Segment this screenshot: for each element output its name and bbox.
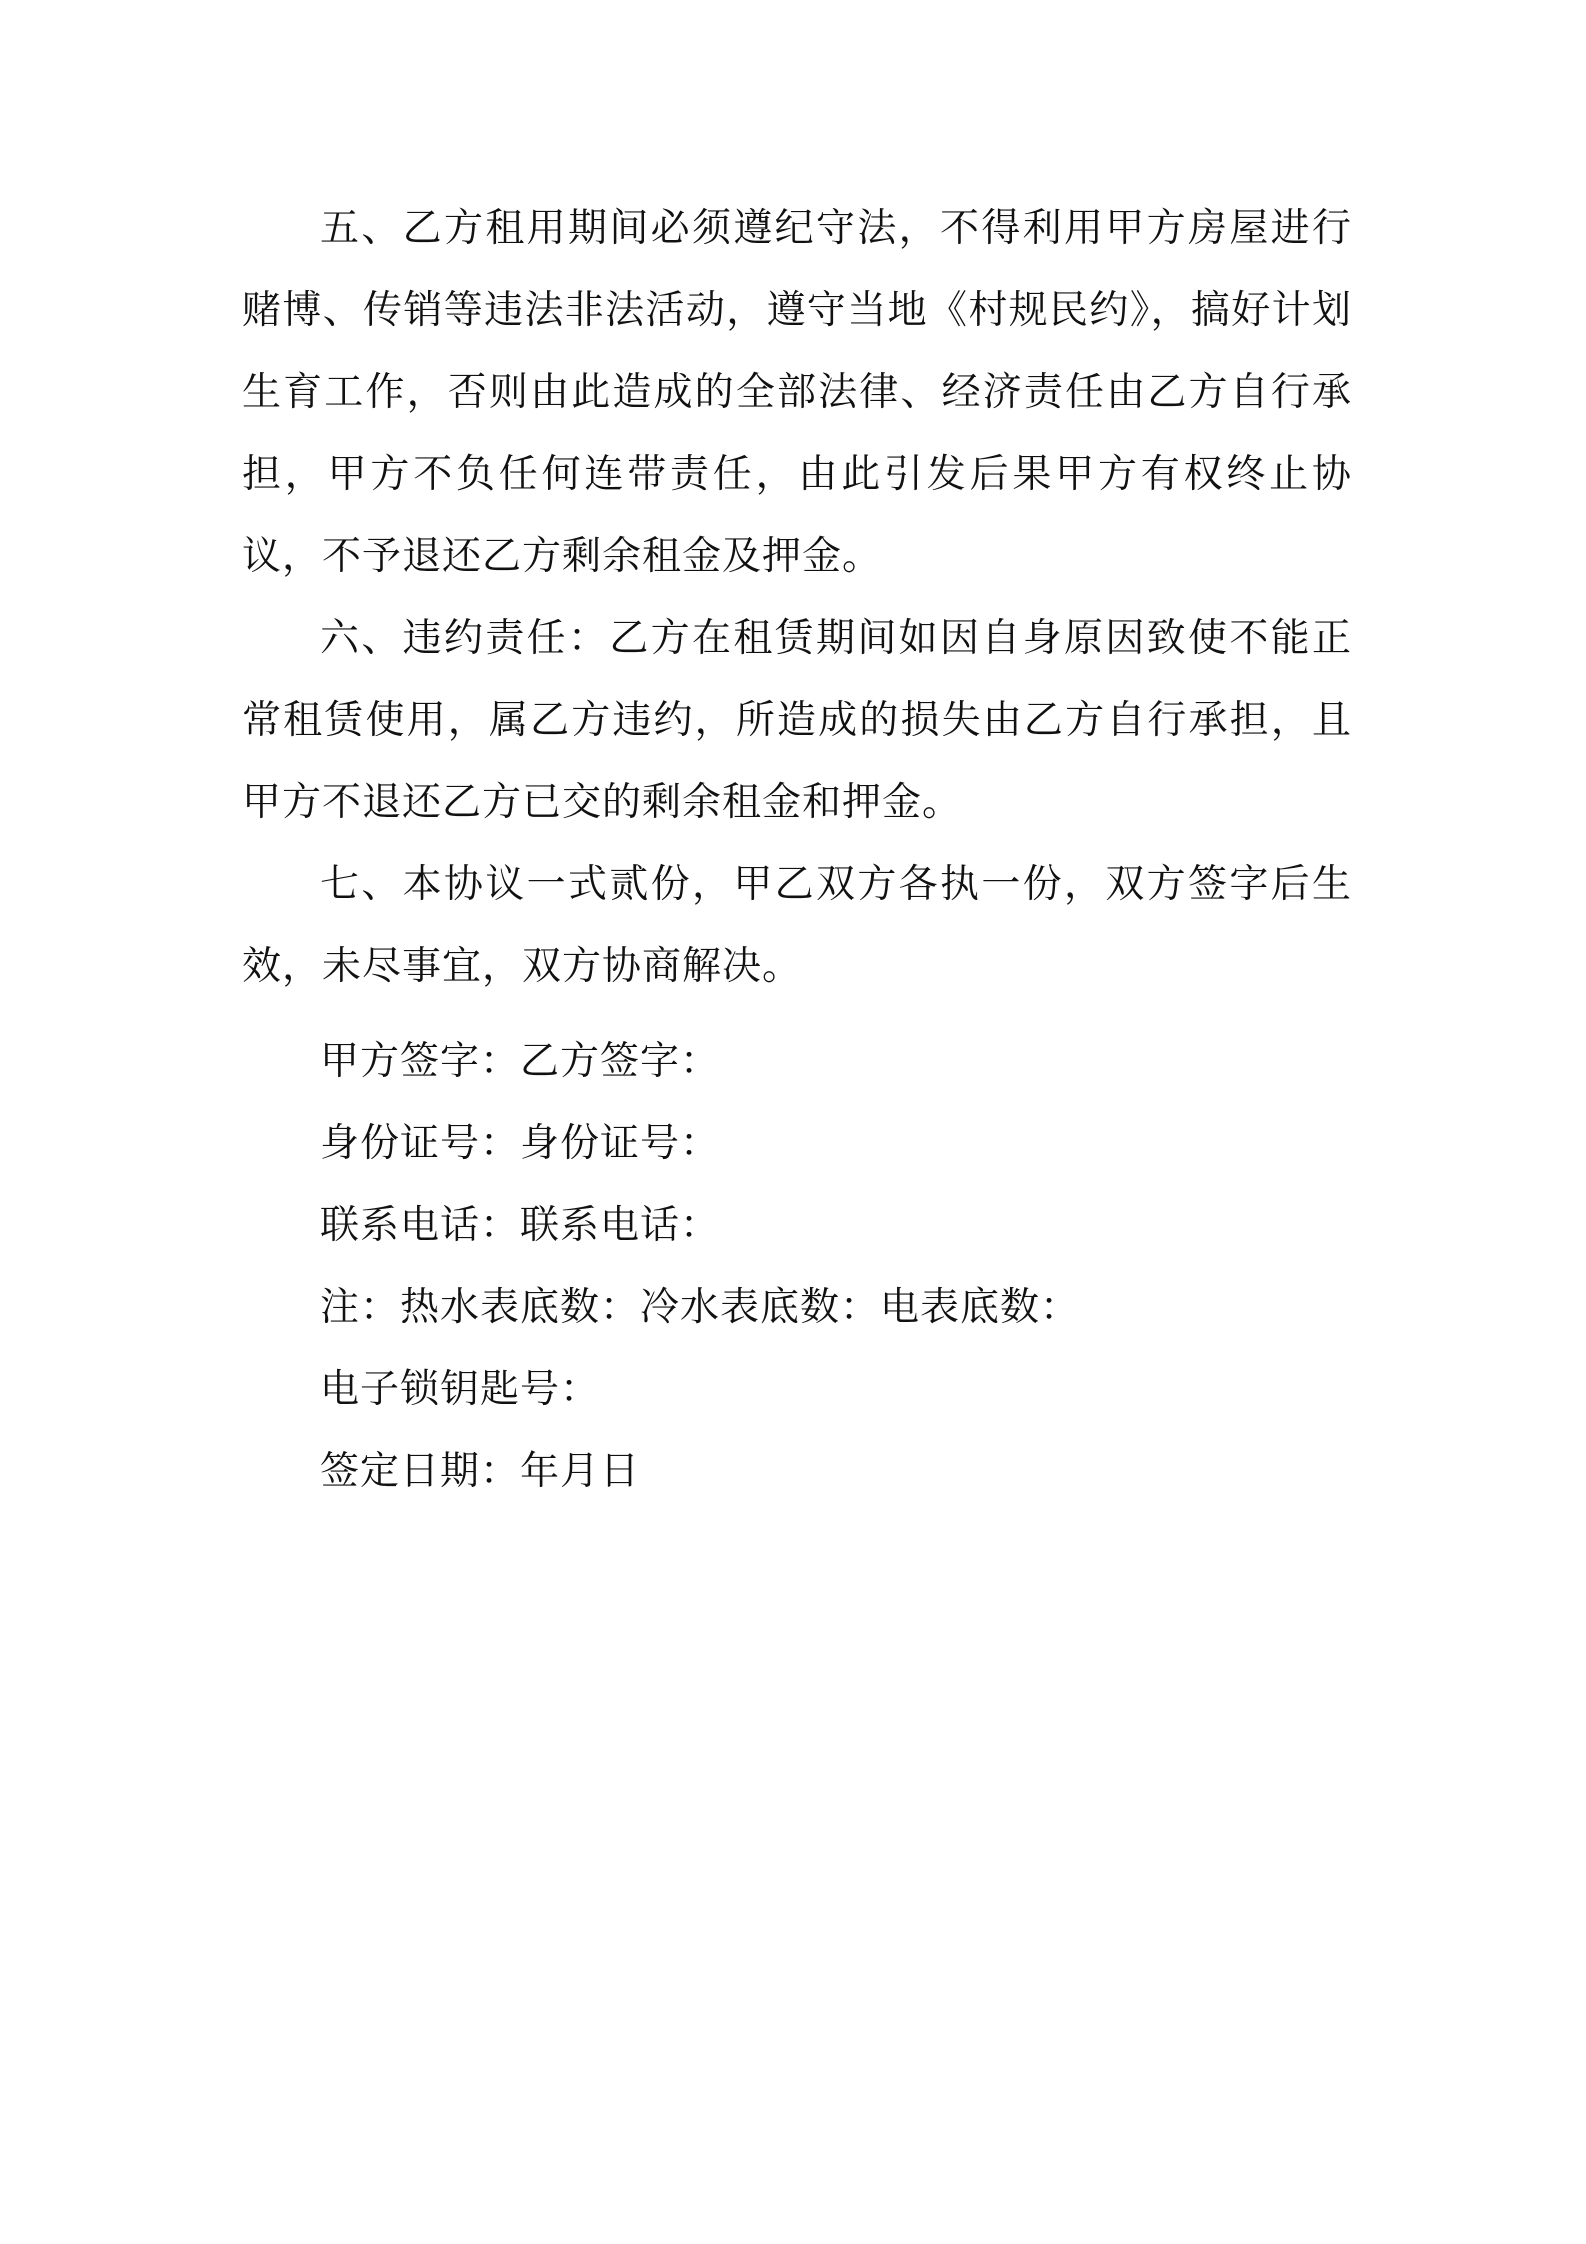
lock-key-line: 电子锁钥匙号： bbox=[320, 1367, 601, 1412]
signature-line: 甲方签字：乙方签字： bbox=[320, 1039, 721, 1084]
phone-line: 联系电话：联系电话： bbox=[320, 1203, 721, 1248]
agreement-clauses bbox=[242, 188, 1352, 1008]
clause-5-paragraph: 五、乙方租用期间必须遵纪守法，不得利用甲方房屋进行赌博、传销等违法非法活动，遵守当地《村规民约》，搞好计划生育工作，否则由此造成的全部法律、经济责任由乙方自行承担，甲方不负任何连带责任，由此引发后果甲方有权终止协议，不予退还乙方剩余租金及押金。 bbox=[242, 206, 1352, 579]
meter-reading-line: 注：热水表底数：冷水表底数：电表底数： bbox=[320, 1285, 1081, 1330]
sign-date-line: 签定日期：年月日 bbox=[320, 1449, 641, 1494]
clause-7-paragraph: 七、本协议一式贰份，甲乙双方各执一份，双方签字后生效，未尽事宜，双方协商解决。 bbox=[242, 862, 1352, 989]
signature-section bbox=[242, 1021, 1352, 1513]
clause-6-paragraph: 六、违约责任：乙方在租赁期间如因自身原因致使不能正常租赁使用，属乙方违约，所造成的损失由乙方自行承担，且甲方不退还乙方已交的剩余租金和押金。 bbox=[242, 616, 1352, 825]
id-number-line: 身份证号：身份证号： bbox=[320, 1121, 721, 1166]
